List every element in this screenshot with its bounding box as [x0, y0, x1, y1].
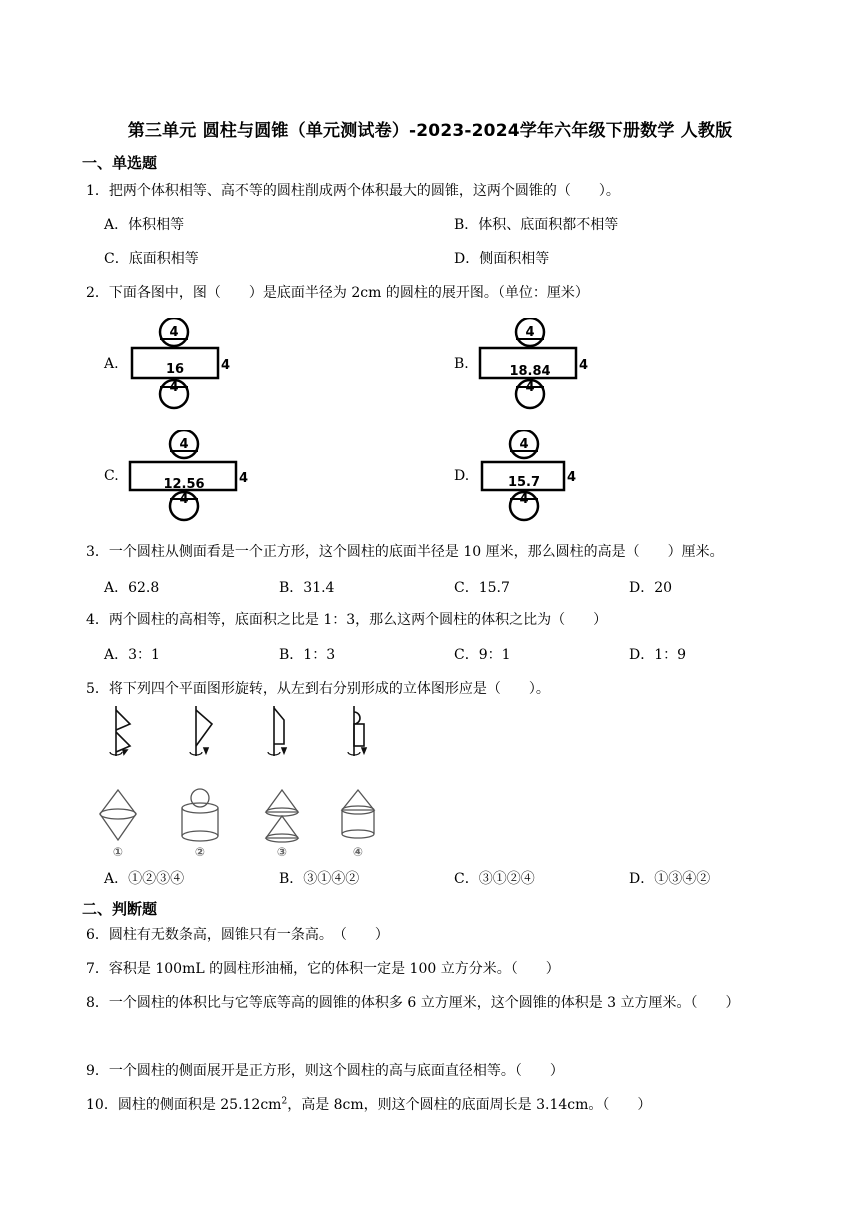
q1-option-c: C．底面积相等: [104, 251, 199, 267]
q2a-top-circle-label: 4: [169, 325, 179, 340]
solid-label-2: ②: [194, 845, 206, 859]
question-5: 5．将下列四个平面图形旋转，从左到右分别形成的立体图形应是（ ）。: [86, 681, 550, 697]
q3-option-c: C．15.7: [454, 580, 510, 596]
q5-option-c: C．③①②④: [454, 871, 535, 887]
question-7: 7．容积是 100mL 的圆柱形油桶，它的体积一定是 100 立方分米。（ ）: [86, 961, 560, 977]
q2c-rect-label: 12.56: [163, 477, 205, 492]
q2-figure-a: [126, 318, 236, 414]
q3-option-d: D．20: [629, 580, 673, 596]
question-8: 8．一个圆柱的体积比与它等底等高的圆锥的体积多 6 立方厘米，这个圆锥的体积是 3 立方厘米。（ ）: [86, 995, 740, 1011]
question-2: 2．下面各图中，图（ ）是底面半径为 2cm 的圆柱的展开图。（单位：厘米）: [86, 285, 589, 301]
q5-option-a: A．①②③④: [104, 871, 185, 887]
section-true-false: 二、判断题: [82, 900, 158, 918]
q2-option-c: C.: [104, 468, 119, 484]
solid-label-4: ④: [352, 845, 364, 859]
q4-option-b: B．1：3: [279, 647, 336, 663]
q2d-bottom-circle-label: 4: [519, 492, 529, 507]
q2-option-d: D.: [454, 468, 470, 484]
q1-option-b: B．体积、底面积都不相等: [454, 217, 619, 233]
q2b-bottom-circle-label: 4: [525, 380, 535, 395]
question-9: 9．一个圆柱的侧面展开是正方形，则这个圆柱的高与底面直径相等。（ ）: [86, 1063, 564, 1079]
question-4: 4．两个圆柱的高相等，底面积之比是 1：3，那么这两个圆柱的体积之比为（ ）: [86, 612, 608, 628]
q3-option-a: A．62.8: [104, 580, 160, 596]
q5-option-d: D．①③④②: [629, 871, 711, 887]
q2a-bottom-circle-label: 4: [169, 380, 179, 395]
q2c-top-circle-label: 4: [179, 437, 189, 452]
q2d-rect-label: 15.7: [507, 475, 541, 490]
q4-option-c: C．9：1: [454, 647, 511, 663]
section-single-choice: 一、单选题: [82, 154, 158, 172]
q4-option-a: A．3：1: [104, 647, 160, 663]
solid-label-3: ③: [276, 845, 288, 859]
q1-option-d: D．侧面积相等: [454, 251, 550, 267]
q2-figure-b: [476, 318, 596, 414]
q5-plane-figures: [96, 704, 396, 766]
q1-option-a: A．体积相等: [104, 217, 185, 233]
q5-option-b: B．③①④②: [279, 871, 360, 887]
q2d-top-circle-label: 4: [519, 437, 529, 452]
question-1: 1．把两个体积相等、高不等的圆柱削成两个体积最大的圆锥，这两个圆锥的（ ）。: [86, 183, 620, 199]
q2-figure-d: [476, 430, 586, 526]
q2b-top-circle-label: 4: [525, 325, 535, 340]
q10-superscript: 2: [281, 1096, 288, 1107]
q2d-side-label: 4: [567, 470, 577, 485]
q2b-rect-label: 18.84: [509, 364, 551, 379]
q2a-rect-label: 16: [165, 362, 185, 377]
q2c-side-label: 4: [239, 471, 249, 486]
question-3: 3．一个圆柱从侧面看是一个正方形，这个圆柱的底面半径是 10 厘米，那么圆柱的高是（ ）厘米。: [86, 544, 724, 560]
question-6: 6．圆柱有无数条高，圆锥只有一条高。 （ ）: [86, 927, 389, 943]
q2c-bottom-circle-label: 4: [179, 492, 189, 507]
q5-solid-figures: [96, 786, 396, 860]
q2-figure-c: [126, 430, 256, 526]
q4-option-d: D．1：9: [629, 647, 687, 663]
q2-option-b: B.: [454, 356, 469, 372]
q2b-side-label: 4: [579, 358, 589, 373]
solid-label-1: ①: [112, 845, 124, 859]
q3-option-b: B．31.4: [279, 580, 335, 596]
q2-option-a: A.: [104, 356, 119, 372]
q10-text-pre: 10．圆柱的侧面积是 25.12cm: [86, 1097, 282, 1113]
question-10: [86, 1094, 651, 1114]
q10-text-post: ，高是 8cm，则这个圆柱的底面周长是 3.14cm。（ ）: [287, 1097, 652, 1113]
q2a-side-label: 4: [221, 358, 231, 373]
page-title: 第三单元 圆柱与圆锥（单元测试卷）-2023-2024学年六年级下册数学 人教版: [127, 121, 733, 141]
